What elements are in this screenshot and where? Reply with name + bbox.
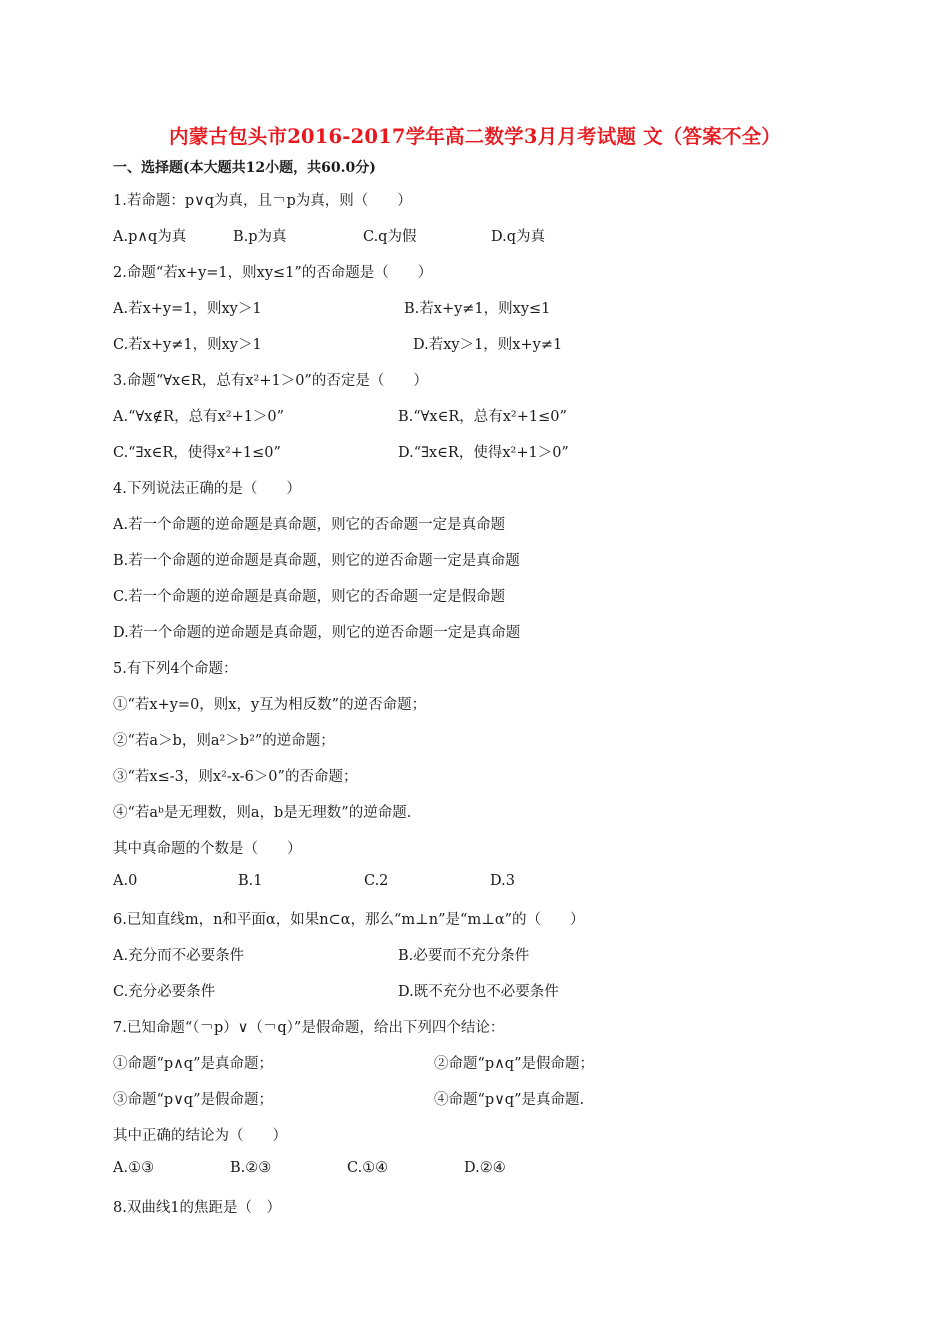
q3-option-d: D.“∃x∈R，使得x²+1＞0” (398, 445, 569, 461)
q2-option-d: D.若xy＞1，则x+y≠1 (413, 337, 563, 353)
question-4-stem: 4.下列说法正确的是（ ） (113, 481, 301, 497)
q7-option-d: D.②④ (464, 1160, 506, 1176)
q4-option-a: A.若一个命题的逆命题是真命题，则它的否命题一定是真命题 (113, 517, 506, 533)
q6-option-a: A.充分而不必要条件 (113, 948, 245, 964)
q4-option-d: D.若一个命题的逆命题是真命题，则它的逆否命题一定是真命题 (113, 625, 521, 641)
q7-conclusion-1: ①命题“p∧q”是真命题； (113, 1056, 274, 1072)
q5-option-b: B.1 (238, 873, 263, 889)
q6-option-c: C.充分必要条件 (113, 984, 216, 1000)
q5-option-a: A.0 (113, 873, 138, 889)
q5-option-d: D.3 (490, 873, 515, 889)
question-6-stem: 6.已知直线m，n和平面α，如果n⊂α，那么“m⊥n”是“m⊥α”的（ ） (113, 912, 585, 928)
q4-option-b: B.若一个命题的逆命题是真命题，则它的逆否命题一定是真命题 (113, 553, 520, 569)
q1-option-d: D.q为真 (491, 229, 545, 245)
question-3-stem: 3.命题“∀x∈R，总有x²+1＞0”的否定是（ ） (113, 373, 428, 389)
q7-conclusion-2: ②命题“p∧q”是假命题； (434, 1056, 595, 1072)
question-1-stem: 1.若命题：p∨q为真，且￢p为真，则（ ） (113, 193, 412, 209)
q5-proposition-2: ②“若a＞b，则a²＞b²”的逆命题； (113, 733, 335, 749)
q7-question: 其中正确的结论为（ ） (113, 1128, 287, 1144)
q1-option-c: C.q为假 (363, 229, 417, 245)
q5-question: 其中真命题的个数是（ ） (113, 841, 302, 857)
q7-option-b: B.②③ (230, 1160, 272, 1176)
question-7-stem: 7.已知命题“（￢p）∨（￢q）”是假命题，给出下列四个结论： (113, 1020, 505, 1036)
q7-conclusion-4: ④命题“p∨q”是真命题. (434, 1092, 585, 1108)
q4-option-c: C.若一个命题的逆命题是真命题，则它的否命题一定是假命题 (113, 589, 506, 605)
question-2-stem: 2.命题“若x+y=1，则xy≤1”的否命题是（ ） (113, 265, 433, 281)
q1-option-a: A.p∧q为真 (113, 229, 187, 245)
q5-proposition-4: ④“若aᵇ是无理数，则a，b是无理数”的逆命题. (113, 805, 412, 821)
q2-option-c: C.若x+y≠1，则xy＞1 (113, 337, 262, 353)
q7-conclusion-3: ③命题“p∨q”是假命题； (113, 1092, 274, 1108)
q6-option-b: B.必要而不充分条件 (398, 948, 530, 964)
q3-option-b: B.“∀x∈R，总有x²+1≤0” (398, 409, 567, 425)
q7-option-c: C.①④ (347, 1160, 389, 1176)
q2-option-b: B.若x+y≠1，则xy≤1 (404, 301, 551, 317)
question-5-stem: 5.有下列4个命题： (113, 661, 238, 677)
q1-option-b: B.p为真 (233, 229, 287, 245)
q5-proposition-1: ①“若x+y=0，则x，y互为相反数”的逆否命题； (113, 697, 427, 713)
q3-option-a: A.“∀x∉R，总有x²+1＞0” (113, 409, 285, 425)
section-heading: 一、选择题(本大题共12小题，共60.0分) (113, 160, 376, 176)
question-8-stem: 8.双曲线1的焦距是（ ） (113, 1200, 282, 1216)
q6-option-d: D.既不充分也不必要条件 (398, 984, 559, 1000)
q3-option-c: C.“∃x∈R，使得x²+1≤0” (113, 445, 281, 461)
q5-proposition-3: ③“若x≤-3，则x²-x-6＞0”的否命题； (113, 769, 358, 785)
q5-option-c: C.2 (364, 873, 389, 889)
document-title: 内蒙古包头市2016-2017学年高二数学3月月考试题 文（答案不全） (169, 125, 781, 148)
q2-option-a: A.若x+y=1，则xy＞1 (113, 301, 262, 317)
q7-option-a: A.①③ (113, 1160, 155, 1176)
